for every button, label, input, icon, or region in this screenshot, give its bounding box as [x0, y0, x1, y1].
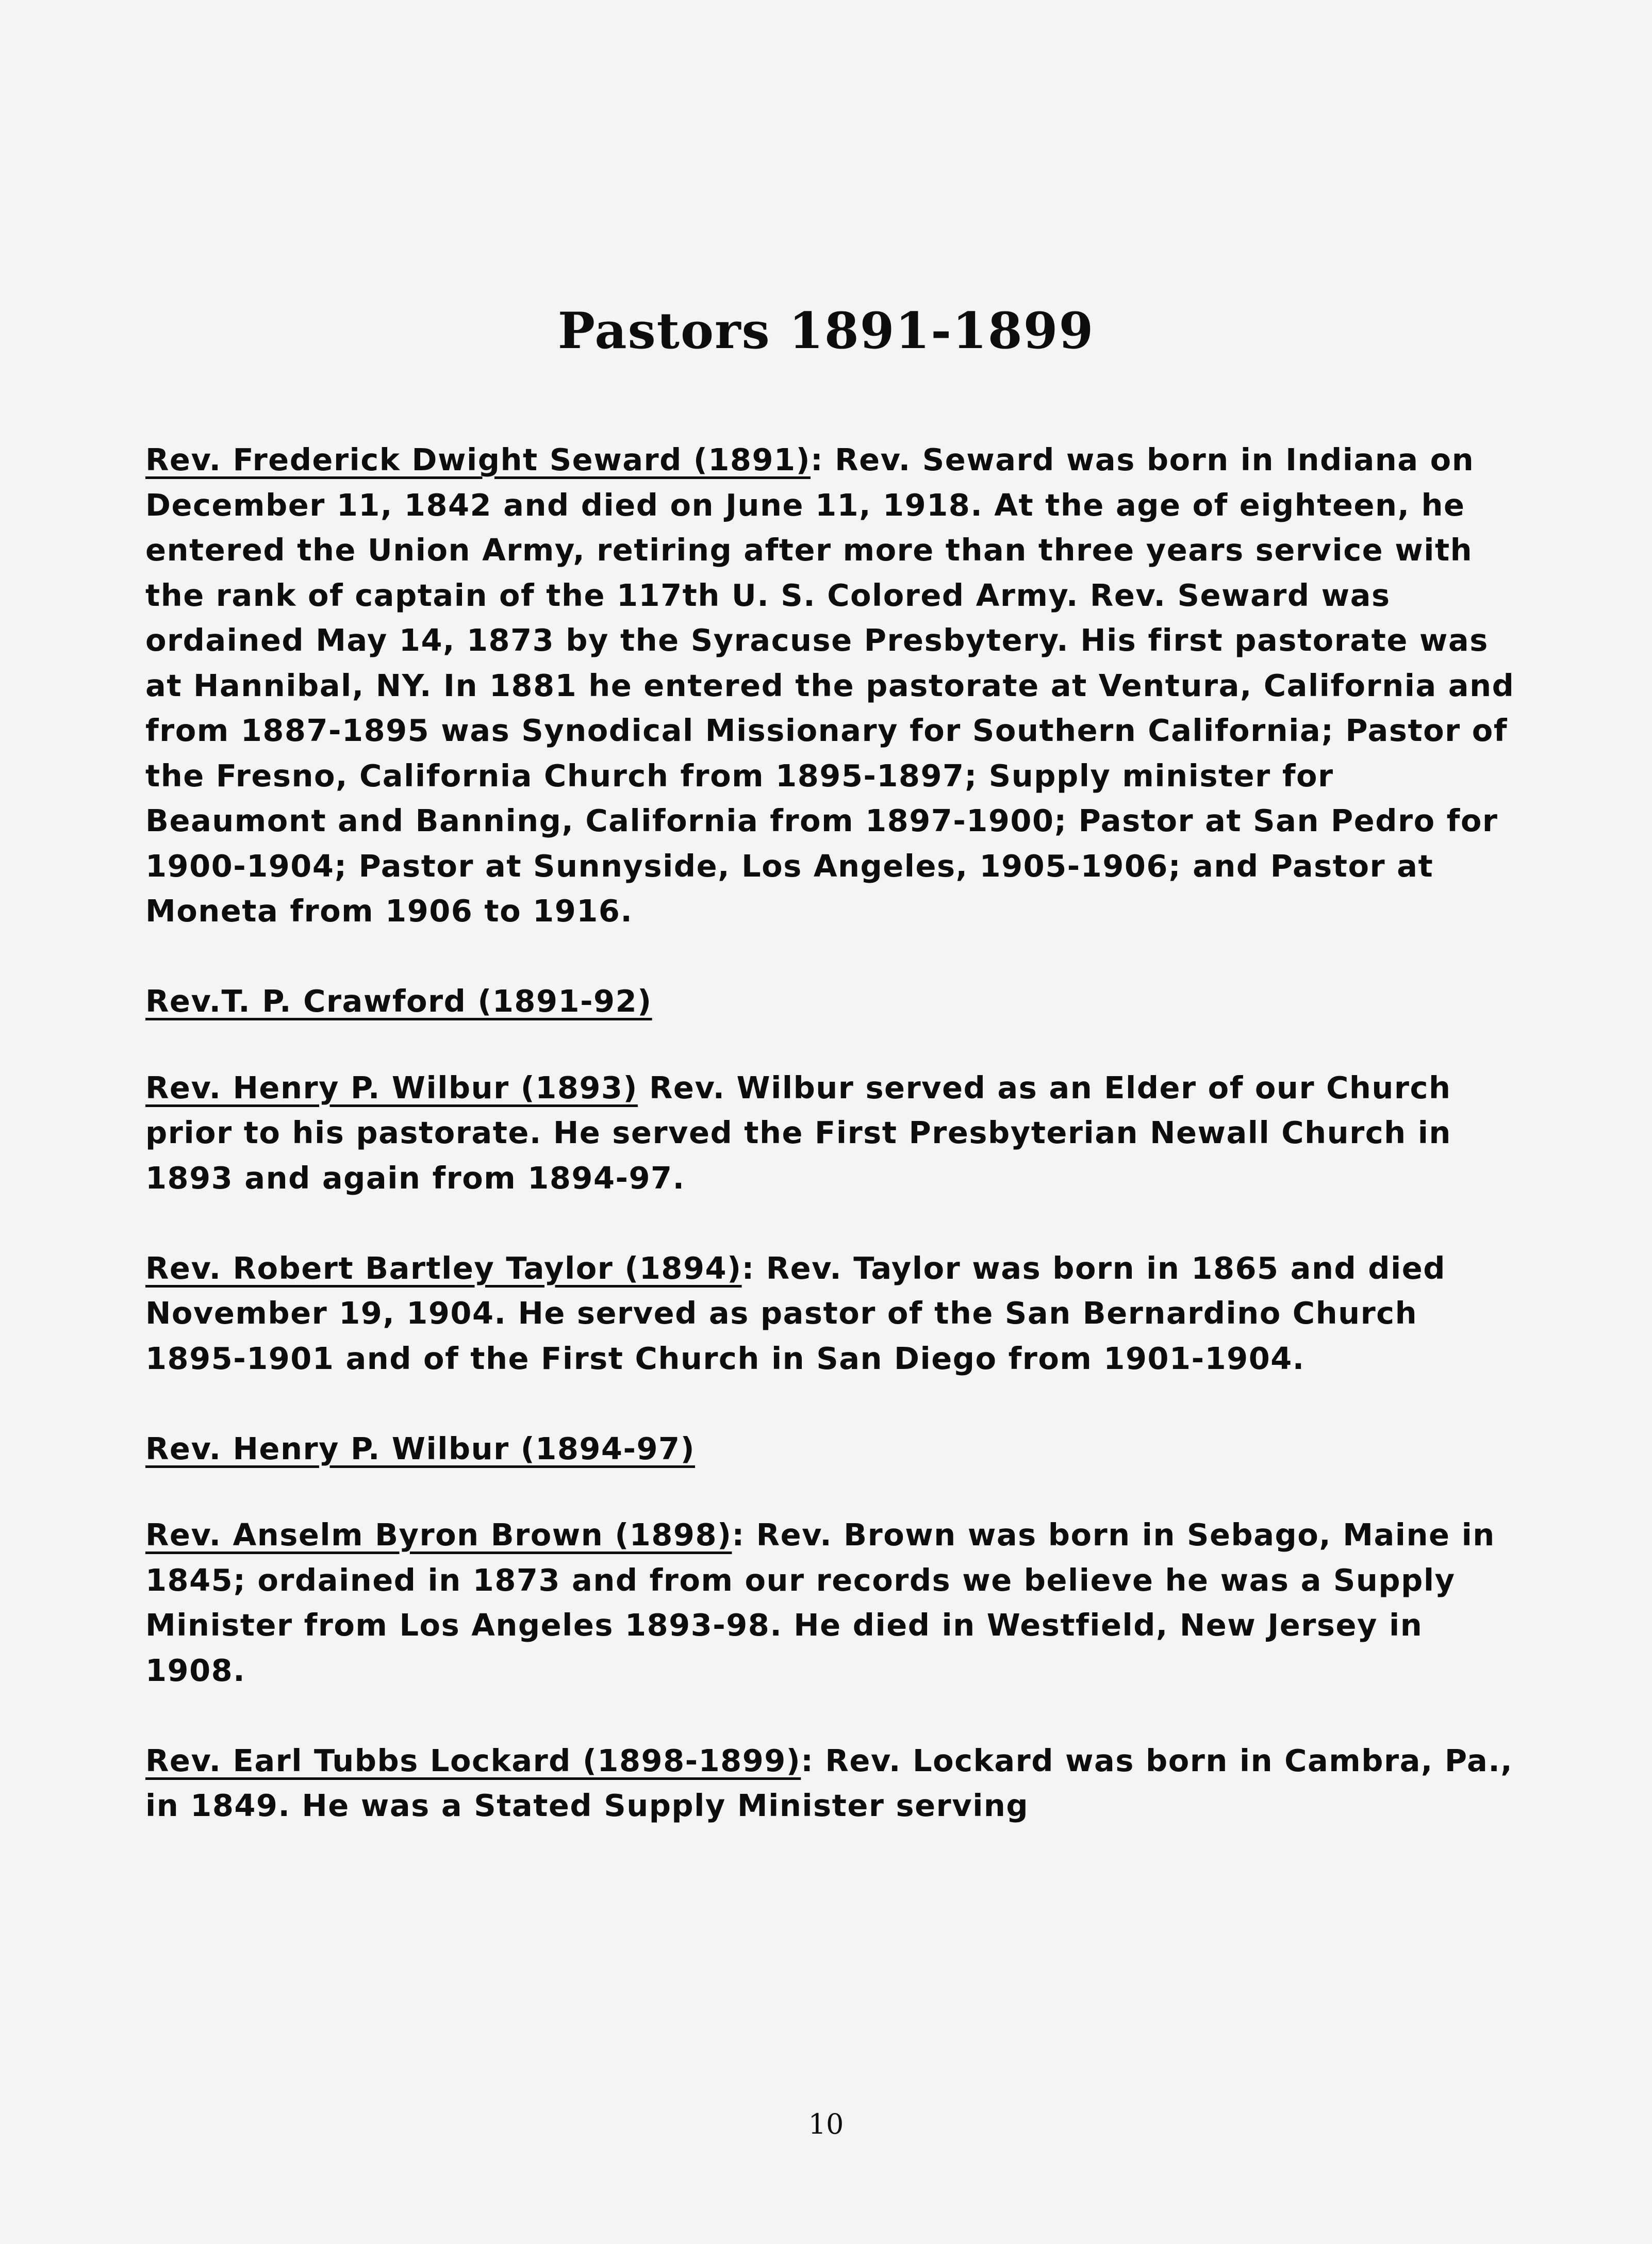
pastor-name: Rev. Henry P. Wilbur (1893) — [145, 1069, 638, 1106]
pastor-name: Rev. Earl Tubbs Lockard (1898-1899) — [145, 1742, 801, 1778]
pastor-entry-seward — [145, 437, 1517, 934]
pastor-name: Rev.T. P. Crawford (1891-92) — [145, 983, 652, 1019]
name-separator: : — [741, 1250, 755, 1286]
pastor-entry-crawford — [145, 979, 1517, 1024]
pastor-entry-taylor — [145, 1246, 1517, 1381]
pastor-name: Rev. Frederick Dwight Seward (1891) — [145, 442, 811, 477]
pastor-entry-wilbur-1894 — [145, 1426, 1517, 1472]
pastor-biography: Rev. Seward was born in Indiana on December 11, 1842 and died on June 11, 1918. At the age of eighteen, he entered the Union Army, retiring after more than three years service with the rank of captain of the 117th U. S. Colored Army. Rev. Seward was ordained May 14, 1873 by the Syracuse Presbytery. His first pastorate was at Hannibal, NY. In 1881 he entered the pastorate at Ventura, California and from 1887-1895 was Synodical Missionary for Southern California; Pastor of the Fresno, California Church from 1895-1897; Supply minister for Beaumont and Banning, California from 1897-1900; Pastor at San Pedro for 1900-1904; Pastor at Sunnyside, Los Angeles, 1905-1906; and Pastor at Moneta from 1906 to 1916. — [145, 442, 1515, 929]
pastor-list — [145, 437, 1517, 1828]
pastor-name: Rev. Henry P. Wilbur (1894-97) — [145, 1430, 696, 1466]
name-separator: : — [801, 1742, 814, 1778]
pastor-name: Rev. Robert Bartley Taylor (1894) — [145, 1250, 742, 1286]
pastor-biography: Rev. Lockard was born in Cambra, Pa., in 1849. He was a Stated Supply Minister serving — [145, 1742, 1513, 1823]
pastor-biography: Rev. Wilbur served as an Elder of our Church prior to his pastorate. He served the First Presbyterian Newall Church in 1893 and again from 1894-97. — [145, 1069, 1451, 1196]
name-separator: : — [811, 442, 824, 477]
pastor-biography: Rev. Brown was born in Sebago, Maine in 1845; ordained in 1873 and from our records we believe he was a Supply Minister from Los Angeles 1893-98. He died in Westfield, New Jersey in 1908. — [145, 1517, 1495, 1688]
name-separator: : — [732, 1517, 745, 1553]
pastor-entry-brown — [145, 1512, 1517, 1693]
pastor-biography: Rev. Taylor was born in 1865 and died November 19, 1904. He served as pastor of the San Bernardino Church 1895-1901 and of the First Church in San Diego from 1901-1904. — [145, 1250, 1446, 1376]
pastor-entry-wilbur-1893 — [145, 1065, 1517, 1201]
pastor-name: Rev. Anselm Byron Brown (1898) — [145, 1517, 732, 1553]
page-number: 10 — [808, 2108, 844, 2140]
page-title: Pastors 1891-1899 — [557, 302, 1095, 360]
pastor-entry-lockard — [145, 1738, 1517, 1828]
